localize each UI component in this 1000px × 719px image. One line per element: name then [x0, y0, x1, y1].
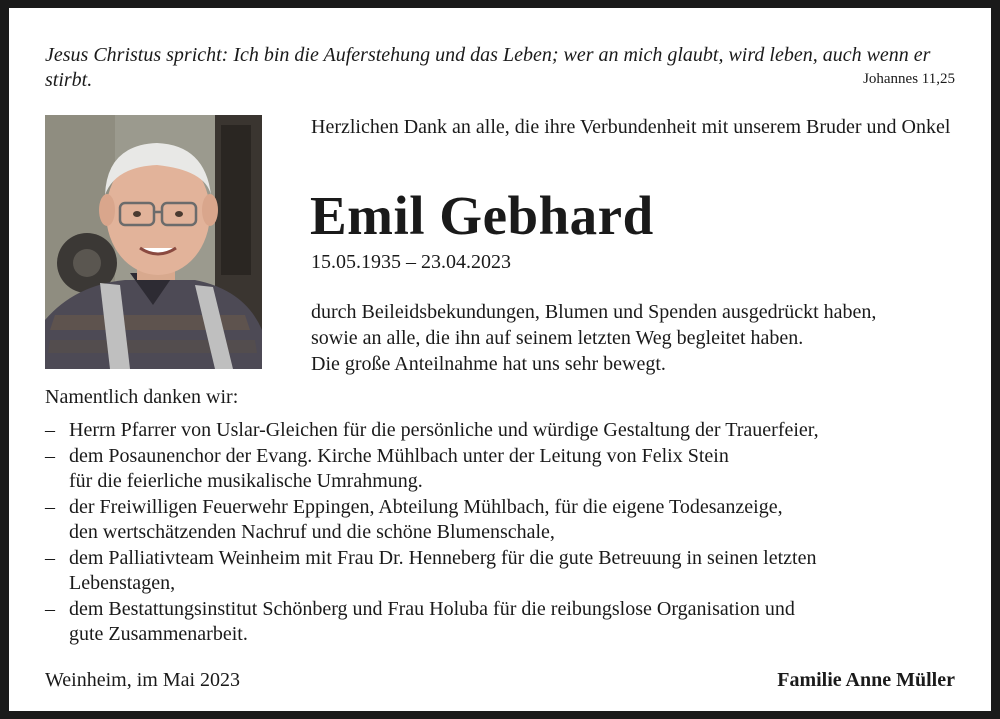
- dash-marker: –: [45, 495, 55, 518]
- place-date: Weinheim, im Mai 2023: [45, 669, 241, 691]
- intro-text: Herzlichen Dank an alle, die ihre Verbundenheit mit unserem Bruder und Onkel: [311, 116, 951, 138]
- thank-you-line: durch Beileidsbekundungen, Blumen und Spenden ausgedrückt haben,: [311, 301, 877, 323]
- list-item-line: für die feierliche musikalische Umrahmung.: [69, 470, 423, 492]
- portrait-photo: [45, 115, 262, 369]
- list-item-line: dem Palliativteam Weinheim mit Frau Dr. Henneberg für die gute Betreuung in seinen letzten: [69, 546, 817, 569]
- verse-reference: Johannes 11,25: [863, 71, 955, 87]
- thanks-list: [45, 418, 975, 648]
- list-item-line: dem Bestattungsinstitut Schönberg und Frau Holuba für die reibungslose Organisation und: [69, 597, 795, 620]
- list-item-line: Herrn Pfarrer von Uslar-Gleichen für die persönliche und würdige Gestaltung der Trauerfeier,: [69, 419, 819, 441]
- list-item-line: der Freiwilligen Feuerwehr Eppingen, Abteilung Mühlbach, für die eigene Todesanzeige,: [69, 495, 783, 518]
- dash-marker: –: [45, 597, 55, 620]
- list-item: [45, 546, 975, 597]
- list-item-line: dem Posaunenchor der Evang. Kirche Mühlbach unter der Leitung von Felix Stein: [69, 444, 729, 467]
- list-item: [45, 597, 975, 648]
- list-item-line: Lebenstagen,: [69, 572, 176, 594]
- list-item-line: gute Zusammenarbeit.: [69, 623, 248, 645]
- list-item-line: den wertschätzenden Nachruf und die schöne Blumenschale,: [69, 521, 555, 543]
- dash-marker: –: [45, 419, 55, 441]
- deceased-name: Emil Gebhard: [310, 185, 654, 246]
- thanks-heading: Namentlich danken wir:: [45, 386, 239, 408]
- list-item: [45, 495, 975, 546]
- life-dates: 15.05.1935 – 23.04.2023: [311, 251, 511, 273]
- family-signature: Familie Anne Müller: [777, 669, 955, 691]
- thank-you-line: Die große Anteilnahme hat uns sehr bewegt.: [311, 353, 666, 375]
- dash-marker: –: [45, 444, 55, 467]
- dash-marker: –: [45, 546, 55, 569]
- thank-you-text: [311, 299, 981, 377]
- list-item: [45, 418, 975, 444]
- list-item: [45, 444, 975, 495]
- bible-quote: Jesus Christus spricht: Ich bin die Auferstehung und das Leben; wer an mich glaubt, wird leben, auch wenn er stirbt.: [45, 44, 931, 91]
- thank-you-line: sowie an alle, die ihn auf seinem letzten Weg begleitet haben.: [311, 327, 804, 349]
